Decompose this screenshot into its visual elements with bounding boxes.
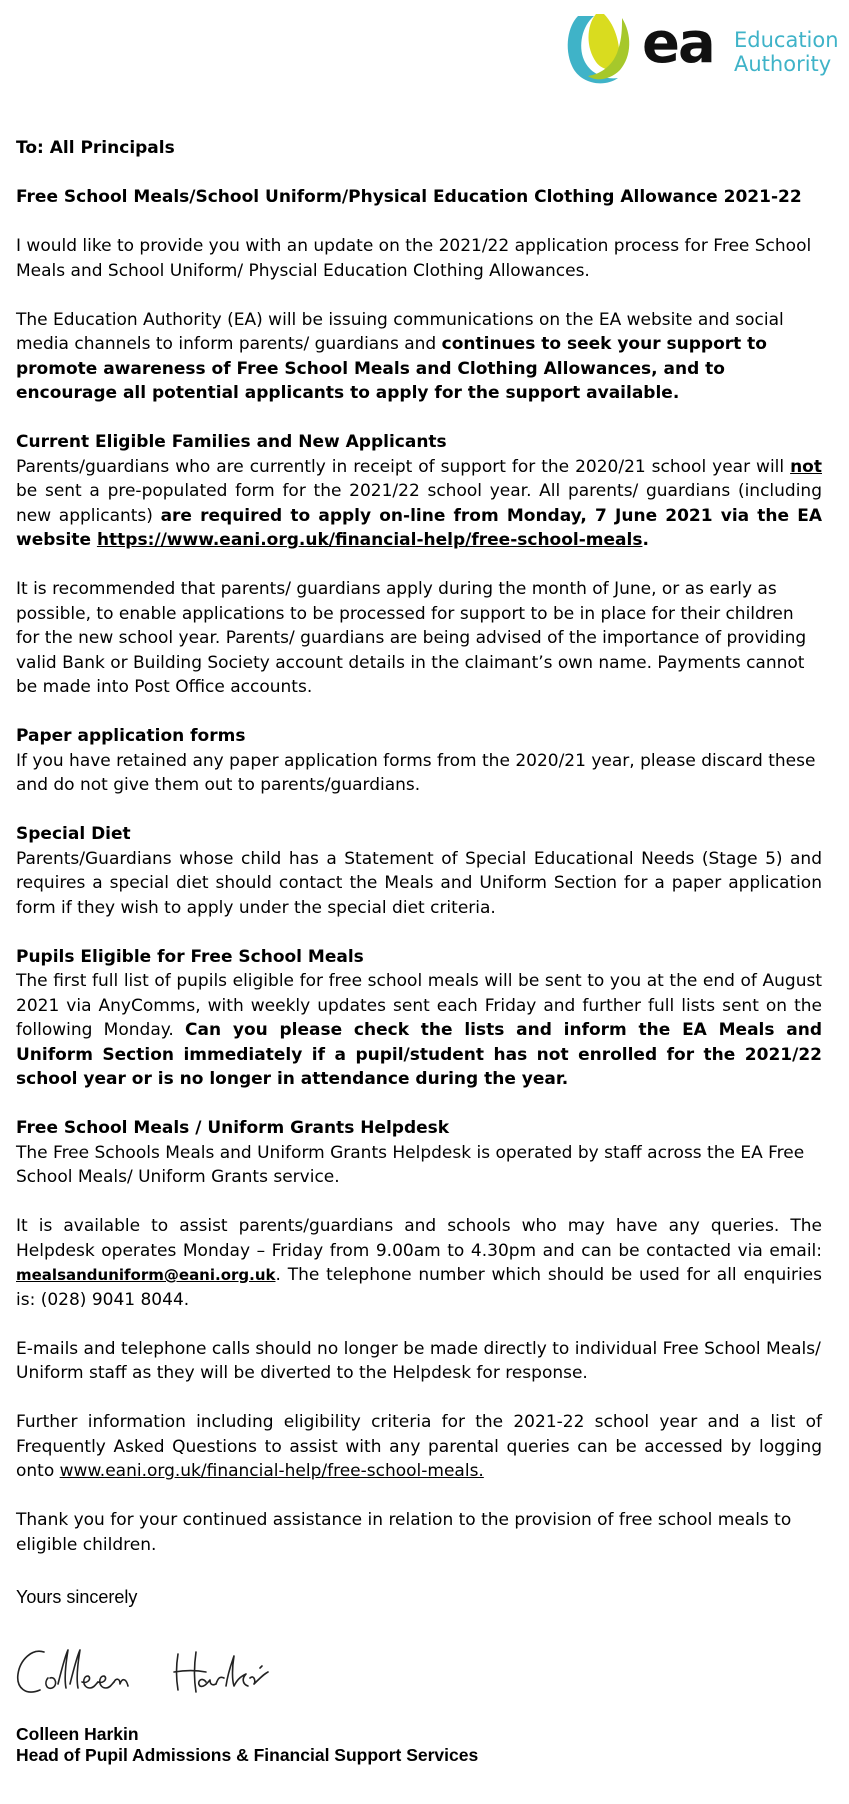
- ea-swirl-icon: [560, 8, 640, 88]
- communications-text: The Education Authority (EA) will be issuing communications on the EA website and social media channels to inform parents/ guardians and: [16, 309, 784, 354]
- helpdesk-email-link[interactable]: mealsanduniform@eani.org.uk: [16, 1266, 276, 1284]
- thanks-paragraph: Thank you for your continued assistance in relation to the provision of free school meals to eligible children.: [16, 1510, 792, 1555]
- not-emphasis: not: [790, 456, 822, 477]
- further-info-link[interactable]: www.eani.org.uk/financial-help/free-school-meals.: [59, 1461, 484, 1481]
- free-school-meals-link[interactable]: https://www.eani.org.uk/financial-help/free-school-meals: [96, 530, 643, 550]
- special-diet-text: Parents/Guardians whose child has a Statement of Special Educational Needs (Stage 5) and requires a special diet should contact the Meals and Uniform Section for a paper application form if they wish to apply under the special diet criteria.: [16, 848, 822, 918]
- communications-emphasis: continues to seek your support to promote awareness of Free School Meals and Clothing Allowances, and to encourage all potential applicants to apply for the support available.: [16, 334, 767, 403]
- period: .: [642, 530, 649, 550]
- helpdesk-contact-text: It is available to assist parents/guardians and schools who may have any queries. The Helpdesk operates Monday – Friday from 9.00am to 4.30pm and can be contacted via email:: [16, 1216, 822, 1261]
- signer-block: [16, 1724, 478, 1766]
- logo-line-2: Authority: [734, 52, 832, 76]
- logo-wordmark: ea: [642, 11, 714, 76]
- current-eligible-section: [16, 430, 822, 553]
- intro-paragraph: I would like to provide you with an update on the 2021/22 application process for Free School Meals and School Uniform/ Physcial Education Clothing Allowances.: [16, 236, 812, 281]
- heading-pupils-eligible: Pupils Eligible for Free School Meals: [16, 946, 364, 967]
- helpdesk-text: The Free Schools Meals and Uniform Grants Helpdesk is operated by staff across the EA Free School Meals/ Uniform Grants service.: [16, 1142, 805, 1187]
- signer-title: Head of Pupil Admissions & Financial Support Services: [16, 1745, 479, 1765]
- closing-salutation: Yours sincerely: [16, 1587, 138, 1607]
- further-info-paragraph: [16, 1410, 822, 1484]
- letter-body: [16, 136, 822, 1582]
- communications-paragraph: [16, 308, 822, 406]
- apply-early-paragraph: It is recommended that parents/ guardians apply during the month of June, or as early as possible, to enable applications to be processed for support to be in place for their children for the new school year. Parents/ guardians are being advised of the importance of providing valid Bank or Building Society account details in the claimant’s own name. Payments cannot be made into Post Office accounts.: [16, 579, 807, 697]
- paper-forms-text: If you have retained any paper application forms from the 2020/21 year, please discard these and do not give them out to parents/guardians.: [16, 750, 816, 795]
- heading-special-diet: Special Diet: [16, 824, 131, 844]
- helpdesk-section: [16, 1116, 822, 1190]
- direct-contact-paragraph: E-mails and telephone calls should no longer be made directly to individual Free School Meals/ Uniform staff as they will be diverted to the Helpdesk for response.: [16, 1338, 821, 1383]
- further-info-text: Further information including eligibility criteria for the 2021-22 school year and a list of Frequently Asked Questions to assist with any parental queries can be accessed by logging onto: [16, 1412, 822, 1481]
- pupils-eligible-emphasis: Can you please check the lists and inform the EA Meals and Uniform Section immediately if a pupil/student has not enrolled for the 2021/22 school year or is no longer in attendance during the year.: [16, 1020, 822, 1089]
- recipient-line: To: All Principals: [16, 138, 175, 158]
- heading-helpdesk: Free School Meals / Uniform Grants Helpdesk: [16, 1118, 450, 1138]
- letter-subject: Free School Meals/School Uniform/Physical Education Clothing Allowance 2021-22: [16, 187, 802, 207]
- heading-paper-forms: Paper application forms: [16, 726, 246, 746]
- handwritten-signature: [10, 1638, 310, 1713]
- pupils-eligible-text: The first full list of pupils eligible for free school meals will be sent to you at the end of August 2021 via AnyComms, with weekly updates sent each Friday and further full lists sent on the following Monday.: [16, 971, 822, 1040]
- special-diet-section: [16, 822, 822, 920]
- current-eligible-text: Parents/guardians who are currently in receipt of support for the 2020/21 school year will: [16, 456, 791, 477]
- signer-name: Colleen Harkin: [16, 1724, 139, 1744]
- heading-current-eligible: Current Eligible Families and New Applicants: [16, 432, 447, 452]
- apply-online-emphasis: are required to apply on-line from Monday, 7 June 2021 via the EA website: [16, 505, 822, 550]
- paper-forms-section: [16, 724, 822, 798]
- helpdesk-contact-paragraph: [16, 1214, 822, 1312]
- current-eligible-text-2: be sent a pre-populated form for the 2021/22 school year. All parents/ guardians (including new applicants): [16, 481, 822, 526]
- logo-line-1: Education: [734, 28, 839, 52]
- pupils-eligible-section: [16, 945, 822, 1092]
- ea-logo: [560, 8, 849, 88]
- signature-drawing: [10, 1638, 310, 1708]
- helpdesk-phone-text: . The telephone number which should be used for all enquiries is: (028) 9041 8044.: [16, 1265, 822, 1310]
- logo-organisation-name: [734, 28, 839, 76]
